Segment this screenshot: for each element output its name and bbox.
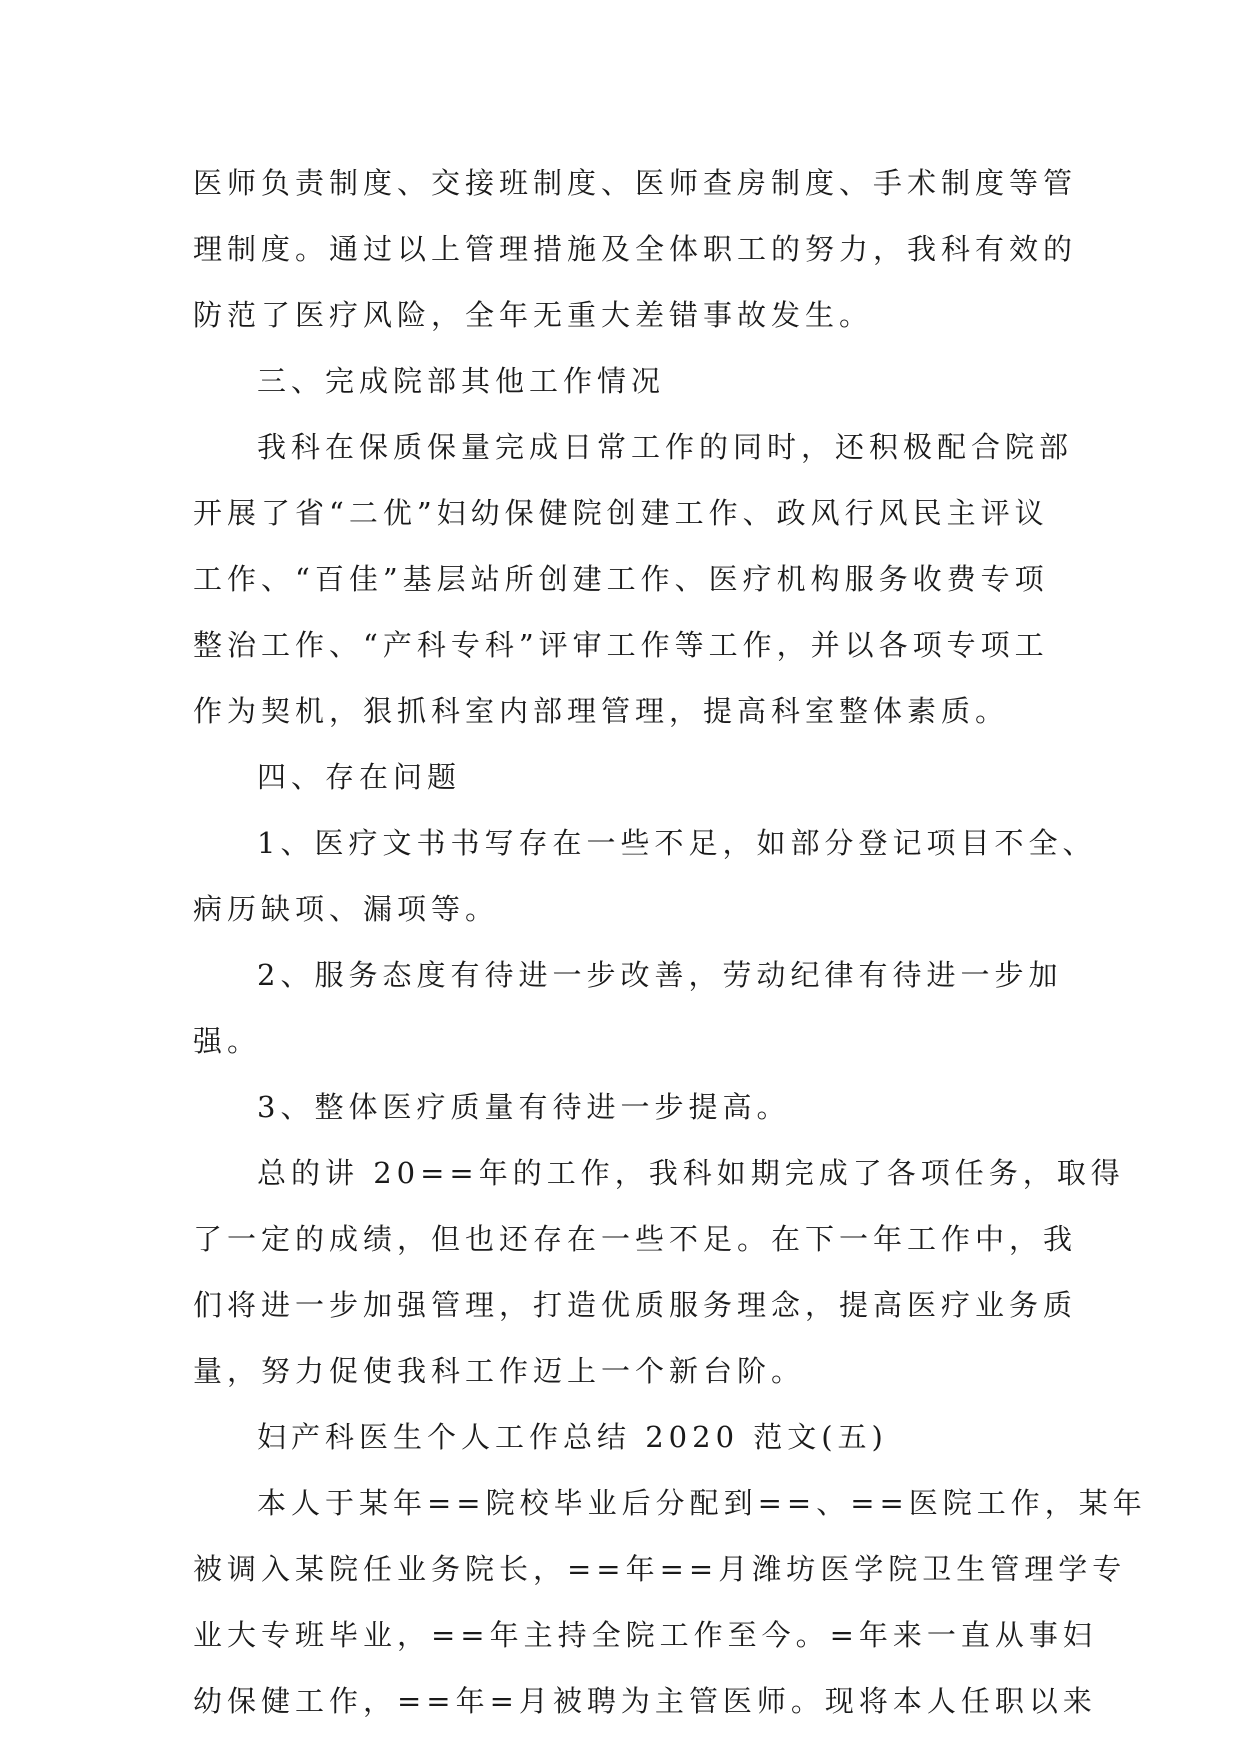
text-line: 理制度。通过以上管理措施及全体职工的努力，我科有效的 <box>193 232 1078 266</box>
text-line: 强。 <box>193 1024 262 1058</box>
paragraph-start-line: 总的讲 20==年的工作，我科如期完成了各项任务，取得 <box>257 1156 1125 1190</box>
list-item-line: 1、医疗文书书写存在一些不足，如部分登记项目不全、 <box>257 826 1097 860</box>
article-title: 妇产科医生个人工作总结 2020 范文(五) <box>257 1420 888 1454</box>
document-body <box>193 150 1147 1734</box>
text-line: 被调入某院任业务院长，==年==月潍坊医学院卫生管理学专 <box>193 1552 1127 1586</box>
section-heading: 四、存在问题 <box>257 760 462 794</box>
text-line: 们将进一步加强管理，打造优质服务理念，提高医疗业务质 <box>193 1288 1078 1322</box>
section-heading: 三、完成院部其他工作情况 <box>257 364 666 398</box>
list-item-line: 2、服务态度有待进一步改善，劳动纪律有待进一步加 <box>257 958 1063 992</box>
text-line: 量，努力促使我科工作迈上一个新台阶。 <box>193 1354 806 1388</box>
list-item-line: 3、整体医疗质量有待进一步提高。 <box>257 1090 791 1124</box>
paragraph-start-line: 我科在保质保量完成日常工作的同时，还积极配合院部 <box>257 430 1074 464</box>
text-line: 病历缺项、漏项等。 <box>193 892 500 926</box>
text-line: 防范了医疗风险，全年无重大差错事故发生。 <box>193 298 874 332</box>
text-line: 整治工作、“产科专科”评审工作等工作，并以各项专项工 <box>193 628 1049 662</box>
text-line: 幼保健工作，==年=月被聘为主管医师。现将本人任职以来 <box>193 1684 1097 1718</box>
paragraph-start-line: 本人于某年==院校毕业后分配到==、==医院工作，某年 <box>257 1486 1147 1520</box>
text-line: 医师负责制度、交接班制度、医师查房制度、手术制度等管 <box>193 166 1078 200</box>
text-line: 业大专班毕业，==年主持全院工作至今。=年来一直从事妇 <box>193 1618 1097 1652</box>
text-line: 了一定的成绩，但也还存在一些不足。在下一年工作中，我 <box>193 1222 1078 1256</box>
text-line: 开展了省“二优”妇幼保健院创建工作、政风行风民主评议 <box>193 496 1049 530</box>
text-line: 工作、“百佳”基层站所创建工作、医疗机构服务收费专项 <box>193 562 1049 596</box>
text-line: 作为契机，狠抓科室内部理管理，提高科室整体素质。 <box>193 694 1010 728</box>
